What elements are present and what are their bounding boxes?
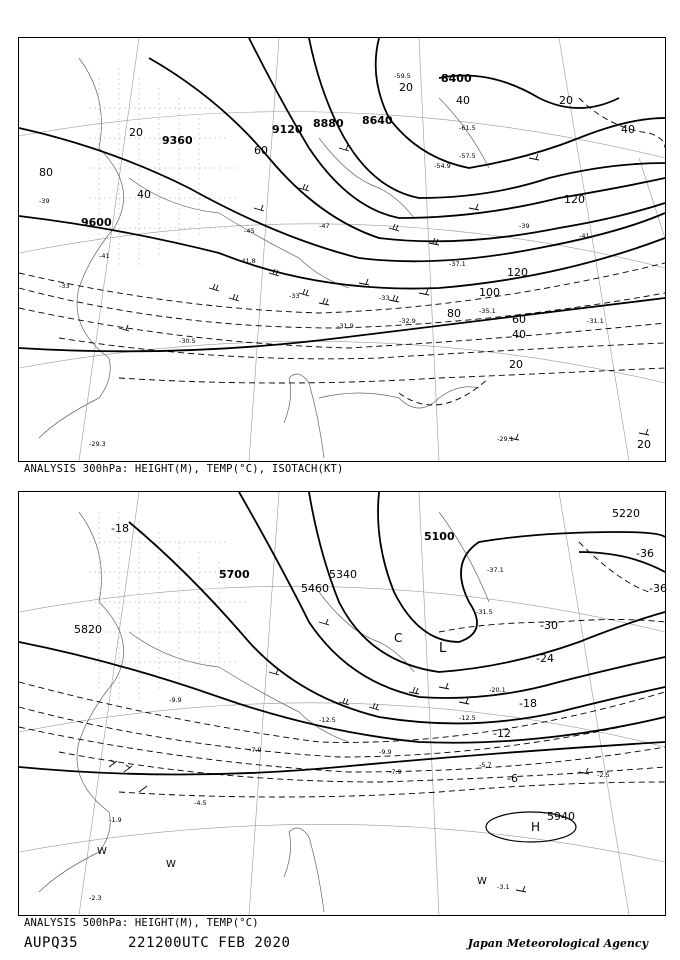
hatch-300 <box>89 68 239 268</box>
temp-value: -29.1 <box>497 435 514 443</box>
isotach-label: 20 <box>509 358 523 371</box>
caption-500hpa: ANALYSIS 500hPa: HEIGHT(M), TEMP(°C) <box>24 917 259 929</box>
temp-value: -31.9 <box>337 322 354 330</box>
cold-center-symbol: C <box>394 631 403 645</box>
isotach-label: 40 <box>456 94 470 107</box>
temp-value: -61.5 <box>459 124 476 132</box>
temp-value: -57.5 <box>459 152 476 160</box>
height-label: 5940 <box>547 810 575 823</box>
temp-value: -32.9 <box>399 317 416 325</box>
temp-value: -5.7 <box>479 761 492 769</box>
isotherm-label: -12 <box>493 727 511 740</box>
isotach-label: 80 <box>447 307 461 320</box>
temp-value: -33 <box>379 294 390 302</box>
height-label: 8400 <box>441 72 472 85</box>
height-label: 5220 <box>612 507 640 520</box>
isotach-label: 20 <box>129 126 143 139</box>
isotach-label: 80 <box>39 166 53 179</box>
isotach-label: 40 <box>512 328 526 341</box>
temp-value: -9.9 <box>379 748 392 756</box>
temp-value: -3.1 <box>497 883 510 891</box>
temp-value: -4.5 <box>194 799 207 807</box>
agency-name: Japan Meteorological Agency <box>467 937 648 950</box>
graticule-500 <box>19 492 665 915</box>
temp-value: -37.1 <box>487 566 504 574</box>
warm-center-symbol: W <box>166 859 176 870</box>
temp-value: -47 <box>319 222 330 230</box>
temp-value: -7.9 <box>389 768 402 776</box>
temp-value: -41 <box>99 252 110 260</box>
temp-value: -29.3 <box>89 440 106 448</box>
valid-time: 221200UTC FEB 2020 <box>128 935 291 951</box>
temp-value: -12.5 <box>459 714 476 722</box>
map-500hpa <box>19 492 665 915</box>
warm-center-symbol: W <box>477 876 487 887</box>
temp-value: -45 <box>244 227 255 235</box>
temp-value: -39 <box>519 222 530 230</box>
temp-value: -31.1 <box>587 317 604 325</box>
isotach-label: 20 <box>559 94 573 107</box>
height-label: 8880 <box>313 117 344 130</box>
height-label: 9120 <box>272 123 303 136</box>
low-center-symbol: L <box>439 641 447 656</box>
temp-value: -1.9 <box>109 816 122 824</box>
temp-value: -33 <box>59 282 70 290</box>
isotherm-label: -36 <box>649 582 667 595</box>
temp-value: -54.9 <box>434 162 451 170</box>
map-300hpa <box>19 38 665 461</box>
isotach-label: 100 <box>479 286 500 299</box>
isotherm-label: -24 <box>536 652 554 665</box>
isotach-label: 120 <box>564 193 585 206</box>
temp-value: -59.5 <box>394 72 411 80</box>
height-labels-500 <box>74 507 640 823</box>
temp-value: -41.8 <box>239 257 256 265</box>
height-label: 5460 <box>301 582 329 595</box>
height-label: 5340 <box>329 568 357 581</box>
warm-center-symbol: W <box>97 846 107 857</box>
isotherm-label: -30 <box>540 619 558 632</box>
isotherm-labels-500 <box>111 522 667 785</box>
temp-value: -41 <box>579 232 590 240</box>
isotach-labels-300 <box>39 81 651 451</box>
chart-500hpa <box>18 491 666 916</box>
wind-barbs-300 <box>119 145 649 440</box>
isotach-label: 40 <box>137 188 151 201</box>
temp-value: -2.3 <box>89 894 102 902</box>
height-label: 5100 <box>424 530 455 543</box>
isotach-label: 40 <box>621 123 635 136</box>
height-label: 9600 <box>81 216 112 229</box>
temp-value: -39 <box>39 197 50 205</box>
pressure-centers-500 <box>97 631 540 887</box>
chart-300hpa <box>18 37 666 462</box>
height-label: 8640 <box>362 114 393 127</box>
temp-values-500 <box>89 566 610 902</box>
temp-value: -9.9 <box>169 696 182 704</box>
isotherm-label: -18 <box>111 522 129 535</box>
isotherm-label: -36 <box>636 547 654 560</box>
isotherm-label: -18 <box>519 697 537 710</box>
isotach-label: 60 <box>254 144 268 157</box>
temp-value: -37.1 <box>449 260 466 268</box>
temp-value: -35.1 <box>479 307 496 315</box>
temp-value: -12.5 <box>319 716 336 724</box>
temp-value: -30.5 <box>179 337 196 345</box>
isotach-label: 60 <box>512 313 526 326</box>
temp-value: -7.9 <box>249 746 262 754</box>
caption-300hpa: ANALYSIS 300hPa: HEIGHT(M), TEMP(°C), ISOTACH(KT) <box>24 463 344 475</box>
temp-value: -20.1 <box>489 686 506 694</box>
chart-id: AUPQ35 <box>24 935 79 951</box>
temp-value: -2.5 <box>597 771 610 779</box>
height-label: 5820 <box>74 623 102 636</box>
isotach-label: 20 <box>637 438 651 451</box>
isotherm-label: -6 <box>507 772 518 785</box>
temp-value: -31.5 <box>476 608 493 616</box>
isotach-contours-300 <box>19 98 665 405</box>
isotach-label: 120 <box>507 266 528 279</box>
height-label: 5700 <box>219 568 250 581</box>
height-label: 9360 <box>162 134 193 147</box>
isotach-label: 20 <box>399 81 413 94</box>
height-labels-300 <box>81 72 472 229</box>
temp-value: -33 <box>289 292 300 300</box>
high-center-symbol: H <box>531 820 541 834</box>
